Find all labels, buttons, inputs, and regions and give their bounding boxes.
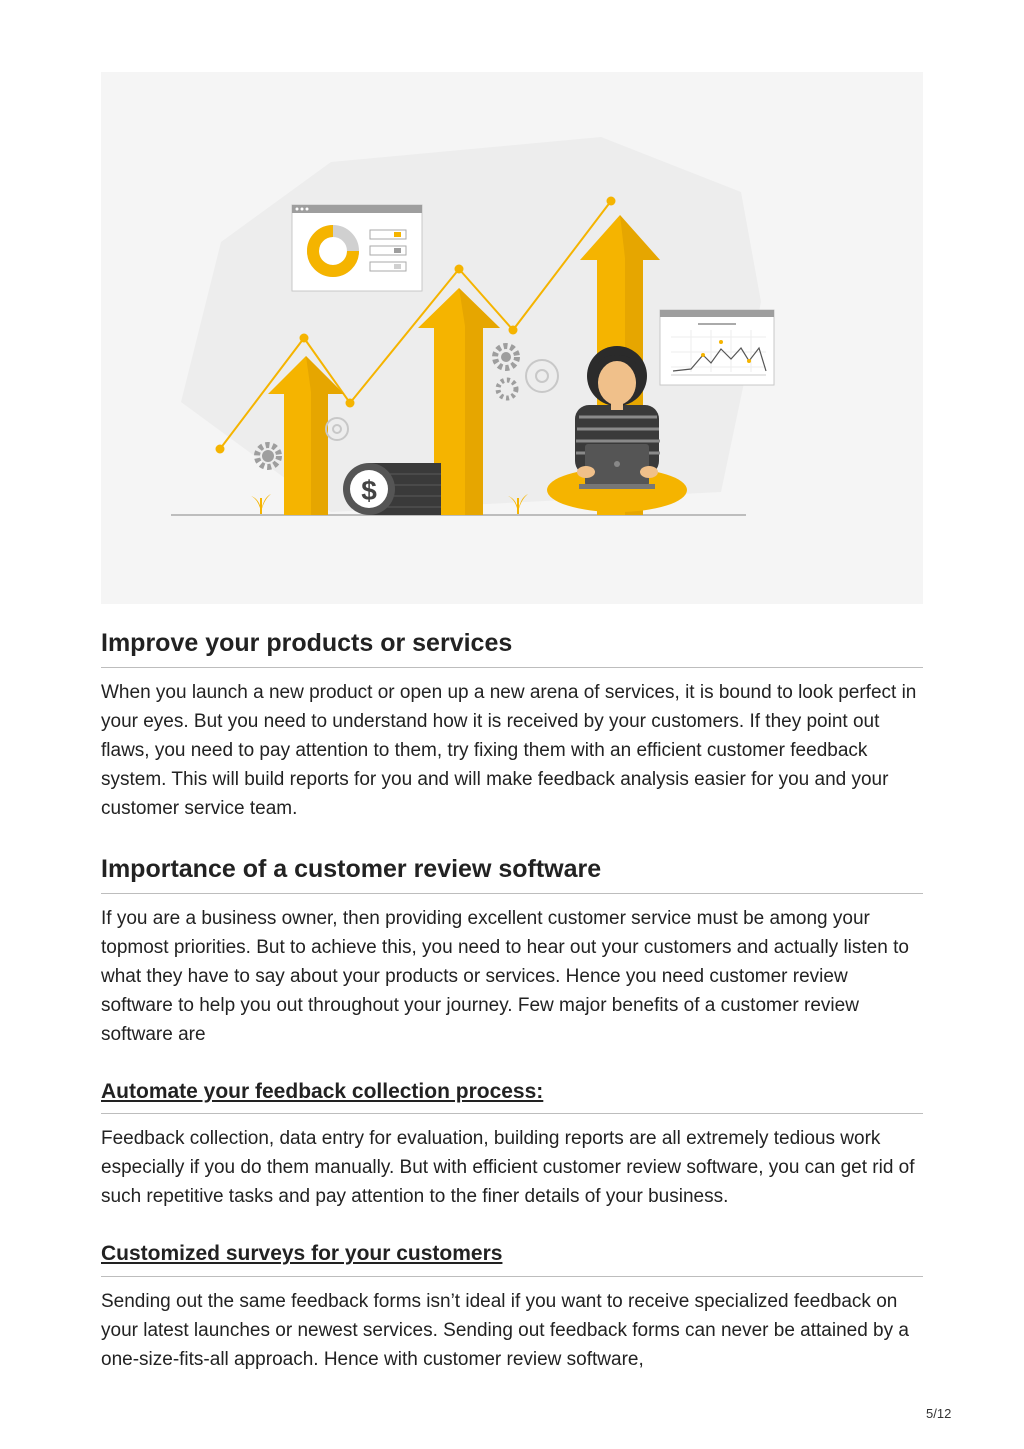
section-heading-importance: Importance of a customer review software (101, 854, 923, 894)
donut-chart-icon (292, 205, 422, 291)
hero-illustration (101, 72, 923, 604)
subheading-customized-link[interactable]: Customized surveys for your customers (101, 1242, 503, 1266)
section-body-improve: When you launch a new product or open up a new arena of services, it is bound to look perfect in your eyes. But you need to understand how it is received by your customers. If they point out flaws, you need to pay attention to them, try fixing them with an efficient customer feedback system. This will build reports for you and will make feedback analysis easier for you and your customer service team. (101, 682, 917, 819)
line-chart-icon (660, 310, 774, 385)
subheading-automate[interactable] (101, 1079, 923, 1114)
section-body-importance: If you are a business owner, then providing excellent customer service must be among your topmost priorities. But to achieve this, you need to hear out your customers and actually listen to what they have to say about your products or services. Hence you need customer review software to help you out throughout your journey. Few major benefits of a customer review software are (101, 908, 909, 1045)
subheading-automate-link[interactable]: Automate your feedback collection process: (101, 1080, 544, 1103)
section-heading-improve: Improve your products or services (101, 628, 923, 668)
svg-text:$: $ (361, 475, 377, 506)
article-content (101, 628, 923, 1374)
section-body-automate: Feedback collection, data entry for evaluation, building reports are all extremely tedious work especially if you do them manually. But with efficient customer review software, you can get rid of such repetitive tasks and pay attention to the finer details of your business. (101, 1128, 915, 1208)
page-number: 5/12 (926, 1406, 952, 1421)
plant-icon (251, 494, 271, 514)
section-body-customized: Sending out the same feedback forms isn’t ideal if you want to receive specialized feedback on your latest launches or newest services. Sending out feedback forms can never be attained by a one-size-fits-all approach. Hence with customer review software, (101, 1290, 909, 1370)
coin-icon (343, 463, 441, 515)
subheading-customized[interactable] (101, 1241, 923, 1276)
